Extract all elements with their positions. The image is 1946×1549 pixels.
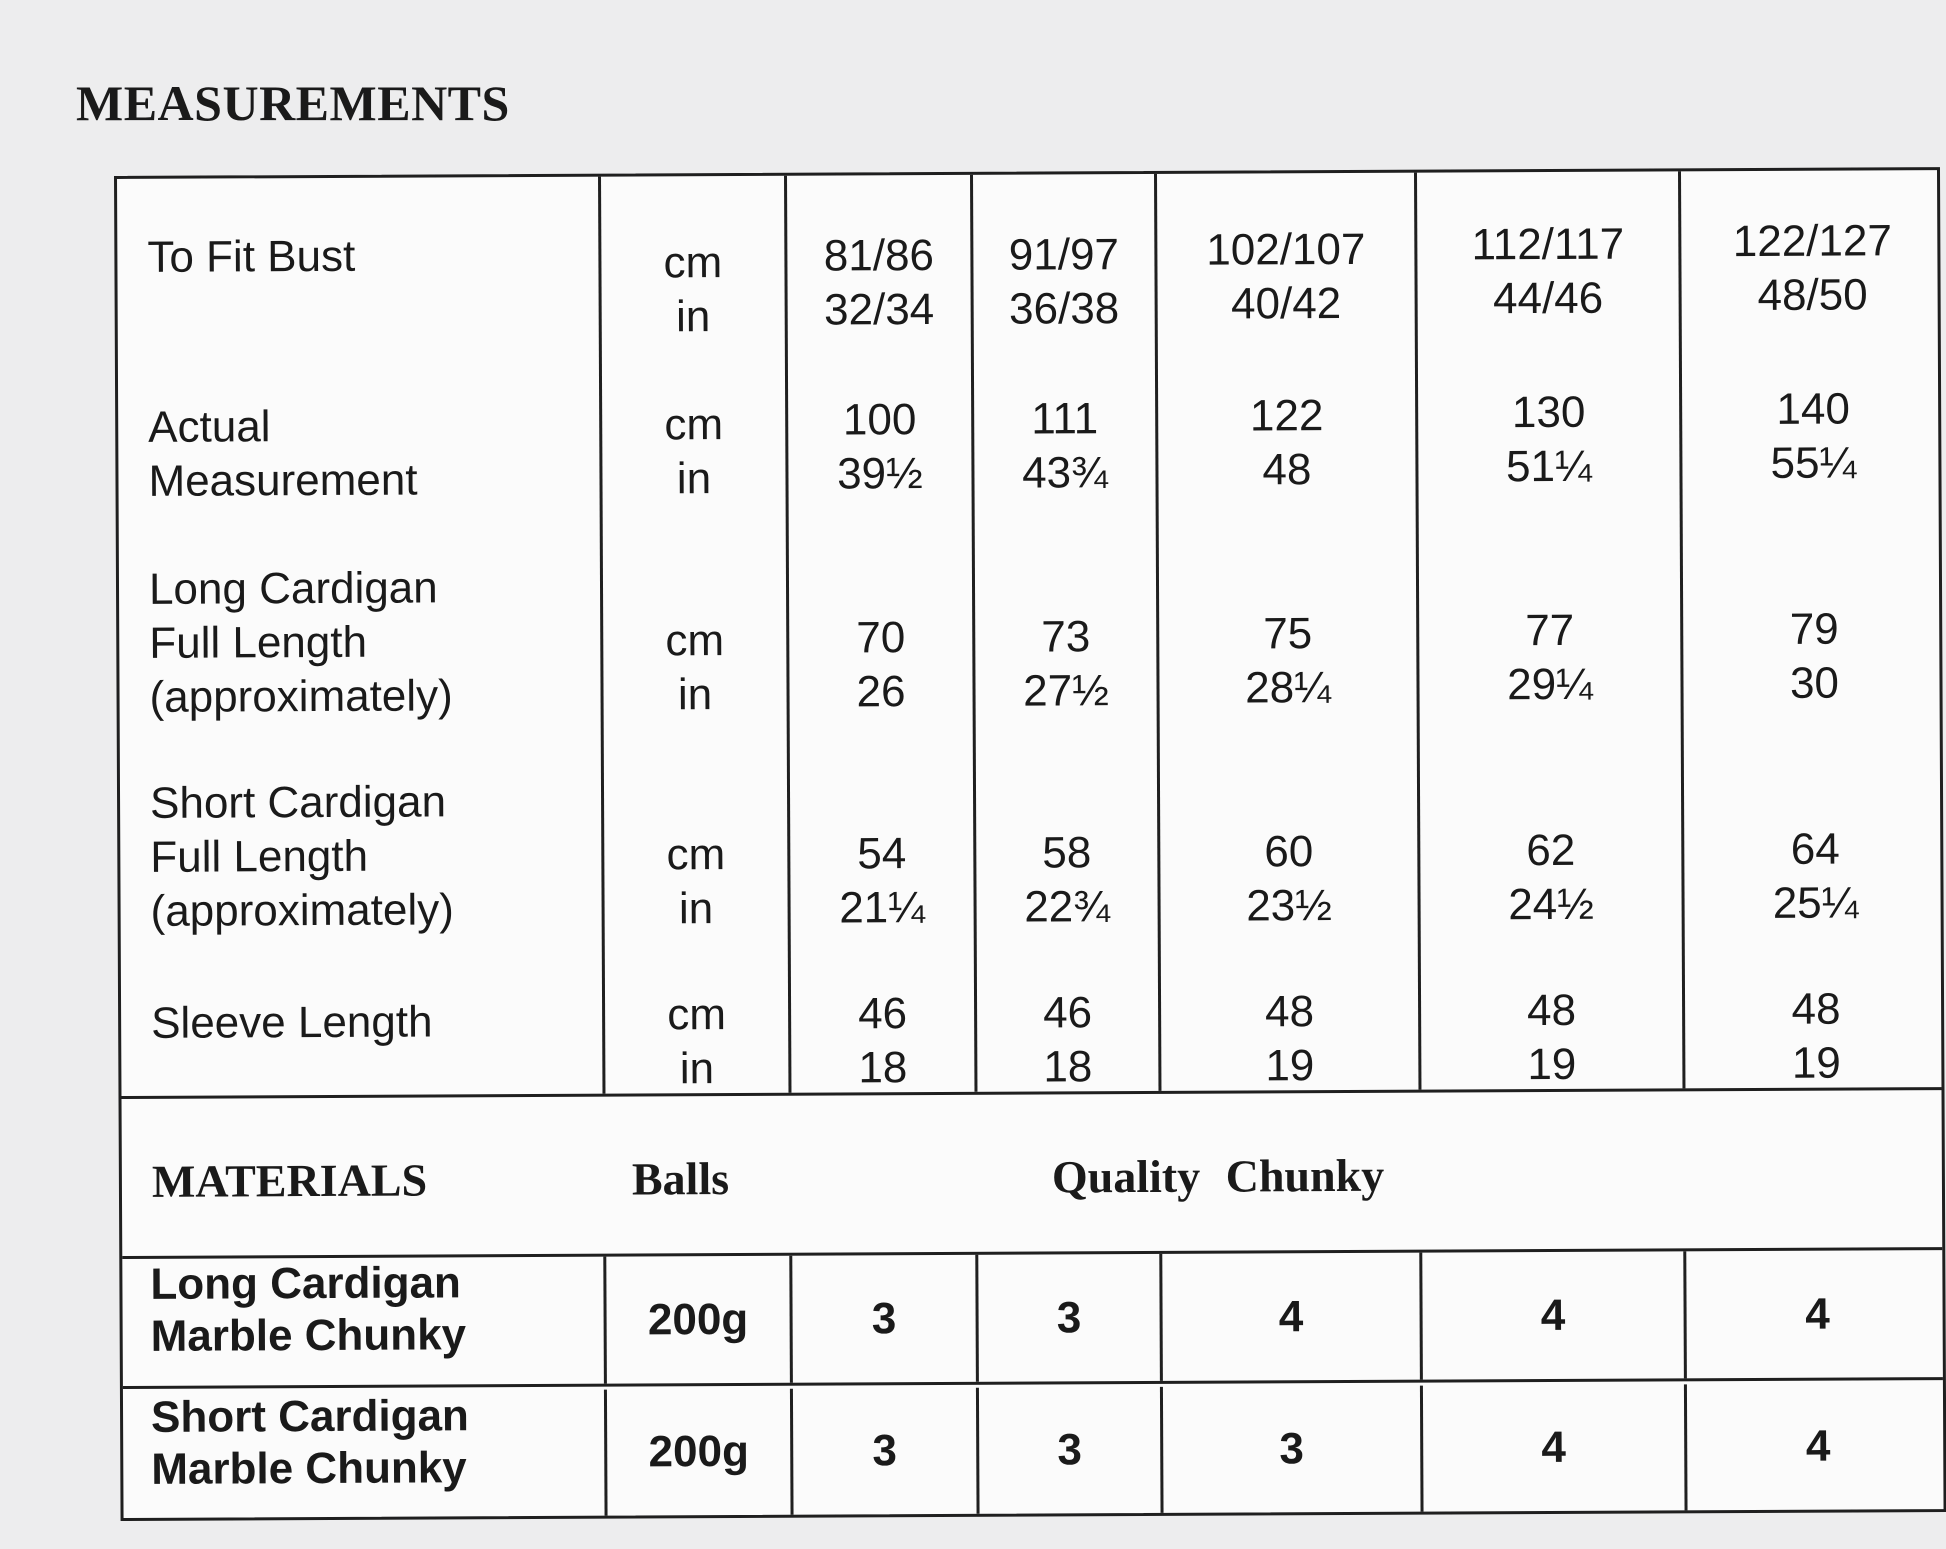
balls-label: Balls [631,1153,730,1205]
page-heading: MEASUREMENTS [76,75,510,131]
quality-label: Quality Chunky [1051,1149,1385,1203]
label-column [117,177,605,1096]
ball-count: 4 [1422,1251,1687,1379]
value-cell: 112/117 44/46 [1471,219,1625,324]
row-label-short-cardigan: Short Cardigan Full Length (approximately) [149,777,454,936]
value-cell: 64 25¼ [1772,824,1859,928]
measurements-table [114,167,1946,1521]
ball-count: 3 [793,1388,980,1515]
value-cell: 48 19 [1791,984,1841,1088]
value-cell: 100 39½ [837,395,923,499]
unit-cell: cm in [664,400,724,504]
ball-count: 3 [792,1255,979,1383]
value-cell: 46 18 [1042,988,1093,1092]
materials-header [122,1090,1943,1259]
materials-row-label: Long Cardigan Marble Chunky [122,1257,607,1386]
unit-column [601,176,791,1094]
value-cell: 75 28¼ [1245,609,1331,713]
value-cell: 46 18 [857,989,908,1093]
size-column-3 [1157,173,1421,1091]
row-label-long-cardigan: Long Cardigan Full Length (approximately) [148,563,453,722]
size-column-2 [973,174,1161,1092]
materials-row-short-cardigan [123,1383,1944,1518]
value-cell: 130 51¼ [1505,387,1592,492]
value-cell: 48 19 [1264,987,1315,1091]
value-cell: 70 26 [856,613,906,717]
value-cell: 122 48 [1249,391,1324,495]
row-label-to-fit-bust: To Fit Bust [147,231,356,282]
value-cell: 54 21¼ [839,829,926,933]
value-cell: 60 23½ [1246,827,1333,931]
size-column-1 [787,175,977,1093]
ball-count: 4 [1805,1421,1831,1471]
value-cell: 122/127 48/50 [1732,216,1892,320]
ball-weight: 200g [607,1389,794,1516]
value-cell: 62 24½ [1508,825,1595,930]
value-cell: 73 27½ [1023,612,1109,716]
row-label-actual-measurement: Actual Measurement [148,402,418,506]
size-column-4 [1417,171,1685,1089]
materials-title: MATERIALS [151,1154,428,1207]
materials-row-label: Short Cardigan Marble Chunky [123,1390,608,1518]
value-cell: 77 29¼ [1507,605,1593,710]
value-cell: 140 55¼ [1770,384,1857,488]
unit-cell: cm in [663,238,723,342]
ball-count: 3 [979,1387,1164,1514]
value-cell: 81/86 32/34 [823,230,935,335]
value-cell: 111 43¾ [1022,394,1108,498]
value-cell: 79 30 [1789,604,1840,708]
size-column-5 [1681,170,1946,1088]
ball-weight: 200g [606,1256,793,1384]
value-cell: 91/97 36/38 [1008,230,1120,334]
measurements-grid [117,170,1941,1099]
ball-count: 4 [1423,1384,1688,1511]
value-cell: 102/107 40/42 [1206,224,1366,329]
unit-cell: cm in [665,616,725,720]
unit-cell: cm in [667,990,727,1094]
value-cell: 58 22¾ [1024,828,1111,932]
ball-count: 4 [1805,1289,1830,1339]
ball-count: 3 [978,1254,1163,1382]
value-cell: 48 19 [1526,985,1577,1090]
ball-count: 3 [1163,1386,1424,1513]
ball-count: 4 [1162,1253,1423,1381]
materials-row-long-cardigan [122,1250,1943,1389]
row-label-sleeve-length: Sleeve Length [151,997,433,1048]
unit-cell: cm in [666,830,726,934]
